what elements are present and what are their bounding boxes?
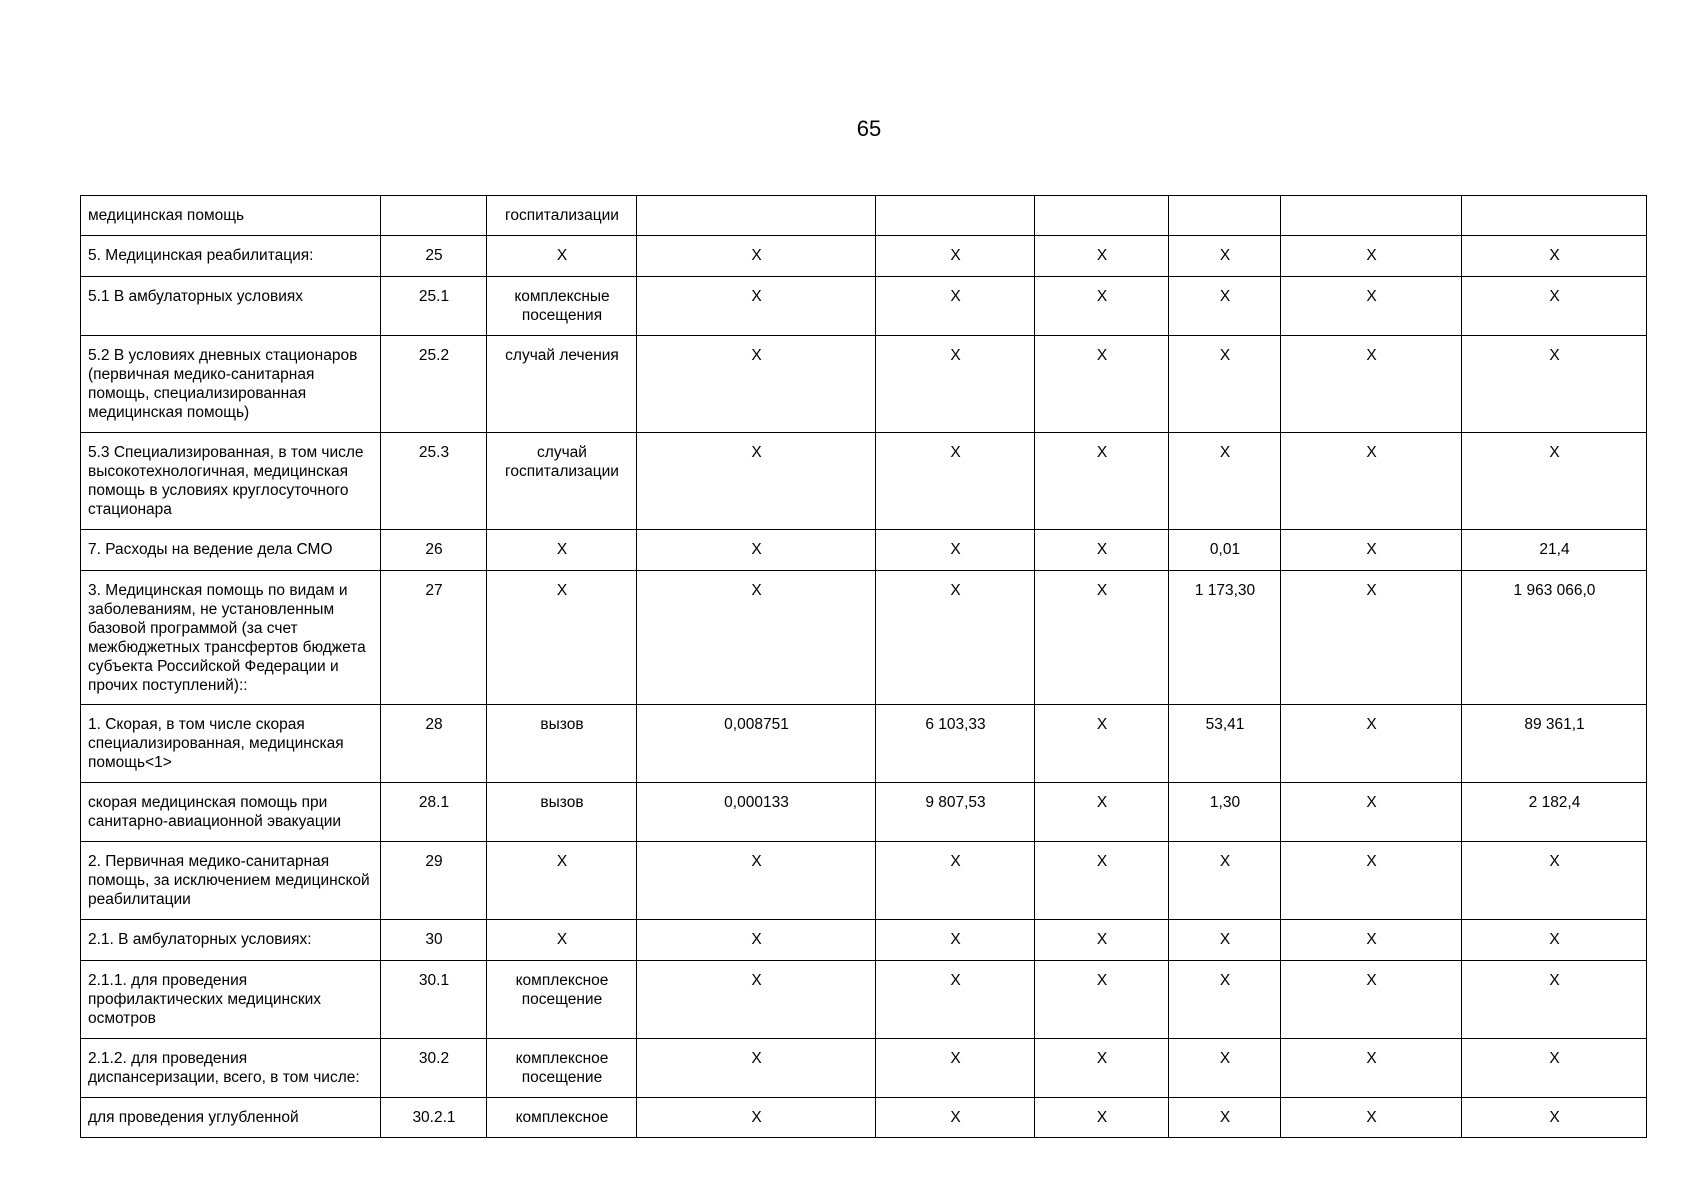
table-cell: 0,01: [1169, 530, 1281, 571]
table-cell: X: [876, 530, 1035, 571]
table-cell: X: [876, 1098, 1035, 1138]
table-cell: X: [1281, 920, 1462, 961]
row-name-cell: 2.1. В амбулаторных условиях:: [81, 920, 381, 961]
table-cell: X: [1462, 277, 1647, 336]
table-cell: X: [1169, 920, 1281, 961]
table-row: [81, 705, 1647, 783]
table-cell: X: [876, 236, 1035, 277]
table-cell: X: [637, 433, 876, 530]
table-row: [81, 1098, 1647, 1138]
table-cell: X: [1035, 277, 1169, 336]
table-cell: X: [637, 1039, 876, 1098]
table-cell: госпитализации: [487, 196, 637, 236]
table-cell: X: [1462, 961, 1647, 1039]
table-cell: X: [876, 571, 1035, 705]
table-cell: X: [1035, 1098, 1169, 1138]
table-cell: комплексное посещение: [487, 1039, 637, 1098]
table-cell: вызов: [487, 783, 637, 842]
table-cell: X: [876, 842, 1035, 920]
page-number: 65: [856, 116, 882, 141]
table-cell: 30.2.1: [381, 1098, 487, 1138]
table-cell: X: [1169, 336, 1281, 433]
table-cell: X: [1035, 705, 1169, 783]
table-cell: 25.2: [381, 336, 487, 433]
table-cell: 21,4: [1462, 530, 1647, 571]
table-cell: X: [487, 920, 637, 961]
row-name-cell: 5.1 В амбулаторных условиях: [81, 277, 381, 336]
table-cell: [876, 196, 1035, 236]
table-cell: X: [1169, 236, 1281, 277]
table-cell: X: [876, 920, 1035, 961]
table-cell: X: [876, 961, 1035, 1039]
table-cell: X: [1462, 1098, 1647, 1138]
table-row: [81, 433, 1647, 530]
table-cell: X: [637, 920, 876, 961]
table-cell: 53,41: [1169, 705, 1281, 783]
table-cell: 1,30: [1169, 783, 1281, 842]
table-cell: 25.1: [381, 277, 487, 336]
table-cell: X: [1281, 1039, 1462, 1098]
table-cell: X: [1035, 920, 1169, 961]
table-cell: X: [1462, 236, 1647, 277]
table-cell: X: [637, 530, 876, 571]
table-cell: X: [1169, 1039, 1281, 1098]
table-cell: X: [637, 842, 876, 920]
table-cell: 0,008751: [637, 705, 876, 783]
table-row: [81, 961, 1647, 1039]
table-cell: X: [1462, 920, 1647, 961]
row-name-cell: 7. Расходы на ведение дела СМО: [81, 530, 381, 571]
row-name-cell: 2.1.1. для проведения профилактических медицинских осмотров: [81, 961, 381, 1039]
table-cell: [637, 196, 876, 236]
table-row: [81, 783, 1647, 842]
table-cell: X: [1169, 842, 1281, 920]
table-cell: X: [1035, 783, 1169, 842]
table-body: [81, 196, 1647, 1138]
table-cell: X: [1281, 705, 1462, 783]
table-row: [81, 336, 1647, 433]
table-cell: X: [1281, 277, 1462, 336]
table-cell: X: [637, 571, 876, 705]
table-cell: X: [487, 571, 637, 705]
table-cell: вызов: [487, 705, 637, 783]
table-cell: [1462, 196, 1647, 236]
table-cell: 25: [381, 236, 487, 277]
table-cell: X: [1035, 433, 1169, 530]
table-row: [81, 571, 1647, 705]
row-name-cell: 2.1.2. для проведения диспансеризации, всего, в том числе:: [81, 1039, 381, 1098]
table-cell: X: [637, 277, 876, 336]
table-cell: X: [876, 277, 1035, 336]
table-cell: X: [1281, 571, 1462, 705]
table-cell: X: [1035, 236, 1169, 277]
table-cell: 6 103,33: [876, 705, 1035, 783]
table-cell: X: [487, 236, 637, 277]
row-name-cell: 5.3 Специализированная, в том числе высокотехнологичная, медицинская помощь в условиях круглосуточного стационара: [81, 433, 381, 530]
table-row: [81, 196, 1647, 236]
row-name-cell: 2. Первичная медико-санитарная помощь, за исключением медицинской реабилитации: [81, 842, 381, 920]
table-cell: 1 963 066,0: [1462, 571, 1647, 705]
table-cell: X: [1169, 1098, 1281, 1138]
table-cell: X: [1281, 961, 1462, 1039]
table-cell: X: [1281, 783, 1462, 842]
table-row: [81, 530, 1647, 571]
table-cell: 1 173,30: [1169, 571, 1281, 705]
table-cell: комплексные посещения: [487, 277, 637, 336]
table-cell: X: [637, 236, 876, 277]
table-cell: случай лечения: [487, 336, 637, 433]
table-cell: X: [1035, 842, 1169, 920]
table-cell: X: [1281, 236, 1462, 277]
table-cell: X: [1281, 433, 1462, 530]
table-cell: комплексное посещение: [487, 961, 637, 1039]
table-cell: 89 361,1: [1462, 705, 1647, 783]
table-cell: X: [637, 336, 876, 433]
table-cell: X: [1281, 1098, 1462, 1138]
table-row: [81, 277, 1647, 336]
table-cell: [1281, 196, 1462, 236]
table-cell: X: [876, 1039, 1035, 1098]
table-row: [81, 236, 1647, 277]
table-row: [81, 920, 1647, 961]
table-cell: X: [1035, 336, 1169, 433]
table-cell: X: [876, 433, 1035, 530]
table-cell: 30: [381, 920, 487, 961]
table-cell: 25.3: [381, 433, 487, 530]
data-table: [80, 195, 1647, 1138]
row-name-cell: 5.2 В условиях дневных стационаров (первичная медико-санитарная помощь, специализированная медицинская помощь): [81, 336, 381, 433]
table-cell: 9 807,53: [876, 783, 1035, 842]
table-cell: X: [1169, 277, 1281, 336]
row-name-cell: 1. Скорая, в том числе скорая специализированная, медицинская помощь<1>: [81, 705, 381, 783]
table-cell: X: [1169, 433, 1281, 530]
table-cell: X: [1035, 571, 1169, 705]
row-name-cell: скорая медицинская помощь при санитарно-авиационной эвакуации: [81, 783, 381, 842]
table-cell: X: [1462, 433, 1647, 530]
table-cell: X: [1035, 530, 1169, 571]
table-cell: X: [1462, 1039, 1647, 1098]
table-cell: X: [1462, 336, 1647, 433]
row-name-cell: медицинская помощь: [81, 196, 381, 236]
table-cell: 28.1: [381, 783, 487, 842]
table-cell: X: [1281, 530, 1462, 571]
table-cell: 27: [381, 571, 487, 705]
table-cell: X: [1281, 336, 1462, 433]
table-cell: комплексное: [487, 1098, 637, 1138]
row-name-cell: для проведения углубленной: [81, 1098, 381, 1138]
table-cell: 26: [381, 530, 487, 571]
table-cell: X: [876, 336, 1035, 433]
table-cell: 29: [381, 842, 487, 920]
table-cell: X: [1035, 1039, 1169, 1098]
table-row: [81, 1039, 1647, 1098]
table-cell: случай госпитализации: [487, 433, 637, 530]
table-cell: 2 182,4: [1462, 783, 1647, 842]
row-name-cell: 3. Медицинская помощь по видам и заболеваниям, не установленным базовой программой (за счет межбюджетных трансфертов бюджета субъекта Российской Федерации и прочих поступлений)::: [81, 571, 381, 705]
table-cell: [1169, 196, 1281, 236]
table-cell: X: [1281, 842, 1462, 920]
table-cell: 28: [381, 705, 487, 783]
table-cell: 30.1: [381, 961, 487, 1039]
table-cell: X: [1169, 961, 1281, 1039]
table-cell: [1035, 196, 1169, 236]
table-cell: X: [637, 1098, 876, 1138]
table-cell: [381, 196, 487, 236]
table-row: [81, 842, 1647, 920]
table-cell: X: [637, 961, 876, 1039]
table-cell: X: [487, 842, 637, 920]
table-cell: X: [487, 530, 637, 571]
table-cell: 0,000133: [637, 783, 876, 842]
table-cell: 30.2: [381, 1039, 487, 1098]
table-cell: X: [1462, 842, 1647, 920]
row-name-cell: 5. Медицинская реабилитация:: [81, 236, 381, 277]
table-cell: X: [1035, 961, 1169, 1039]
